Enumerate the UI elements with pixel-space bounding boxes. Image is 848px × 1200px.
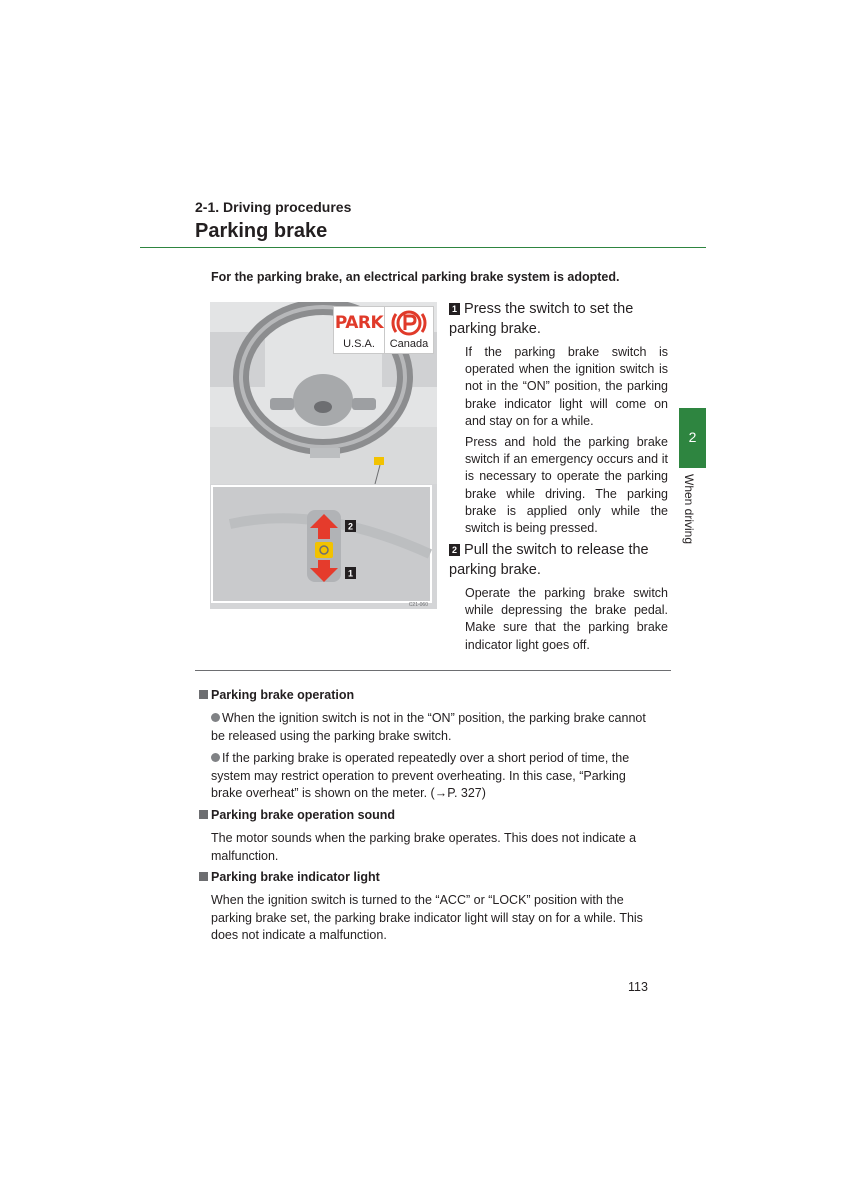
- heading-parking-brake-operation: Parking brake operation: [199, 688, 354, 702]
- square-bullet-icon: [199, 872, 208, 881]
- park-indicator-label: PARK: [334, 313, 384, 333]
- heading-indicator-light: Parking brake indicator light: [199, 870, 380, 884]
- indicator-park-usa: [333, 306, 385, 354]
- square-bullet-icon: [199, 690, 208, 699]
- figure-code: C21-060: [408, 602, 428, 608]
- heading-parking-brake-sound: Parking brake operation sound: [199, 808, 395, 822]
- step-1-number: 1: [449, 303, 460, 315]
- step-2-note: Operate the parking brake switch while depressing the brake pedal. Make sure that the parking brake indicator light goes off.: [465, 586, 668, 652]
- bullet-item: If the parking brake is operated repeatedly over a short period of time, the system may restrict operation to prevent overheating. In this case, “Parking brake overheat” is shown on the meter. (→P. 327): [211, 751, 630, 800]
- sound-description: The motor sounds when the parking brake operates. This does not indicate a malfunction.: [211, 831, 637, 863]
- step-2-text: Pull the switch to release the parking brake.: [449, 542, 649, 578]
- step-1-note-2: Press and hold the parking brake switch if an emergency occurs and it is necessary to operate the parking brake while driving. The parking brake is applied only while the switch is being pressed.: [465, 435, 668, 536]
- usa-caption: U.S.A.: [343, 338, 375, 350]
- callout-1: 1: [347, 568, 354, 579]
- title-divider: [140, 247, 706, 248]
- step-1-note-1: If the parking brake switch is operated when the ignition switch is not in the “ON” position, the parking brake indicator light will come on and stay on for a while.: [465, 345, 668, 428]
- parking-brake-switch-icon: [315, 542, 333, 558]
- chapter-label: When driving: [682, 474, 696, 545]
- callout-2: 2: [347, 521, 354, 532]
- parking-brake-indicator-icon: [391, 308, 427, 338]
- circle-bullet-icon: [211, 753, 220, 762]
- chapter-tab: 2: [679, 408, 706, 468]
- intro-text: For the parking brake, an electrical parking brake system is adopted.: [211, 270, 620, 284]
- step-1: [449, 299, 669, 339]
- indicator-description: When the ignition switch is turned to the “ACC” or “LOCK” position with the parking brake set, the parking brake indicator light will stay on for a while. This does not indicate a malfunction.: [211, 893, 643, 942]
- page-number: 113: [628, 980, 648, 994]
- indicator-p-canada: [384, 306, 434, 354]
- page-title: Parking brake: [195, 220, 328, 242]
- section-divider: [195, 670, 671, 671]
- bullet-item: When the ignition switch is not in the “ON” position, the parking brake cannot be released using the parking brake switch.: [211, 711, 646, 743]
- section-label: 2-1. Driving procedures: [195, 199, 352, 215]
- switch-closeup-inset: [210, 484, 437, 609]
- step-2-number: 2: [449, 544, 460, 556]
- step-2: [449, 540, 669, 580]
- circle-bullet-icon: [211, 713, 220, 722]
- step-1-text: Press the switch to set the parking brake.: [449, 301, 634, 337]
- canada-caption: Canada: [389, 338, 429, 350]
- square-bullet-icon: [199, 810, 208, 819]
